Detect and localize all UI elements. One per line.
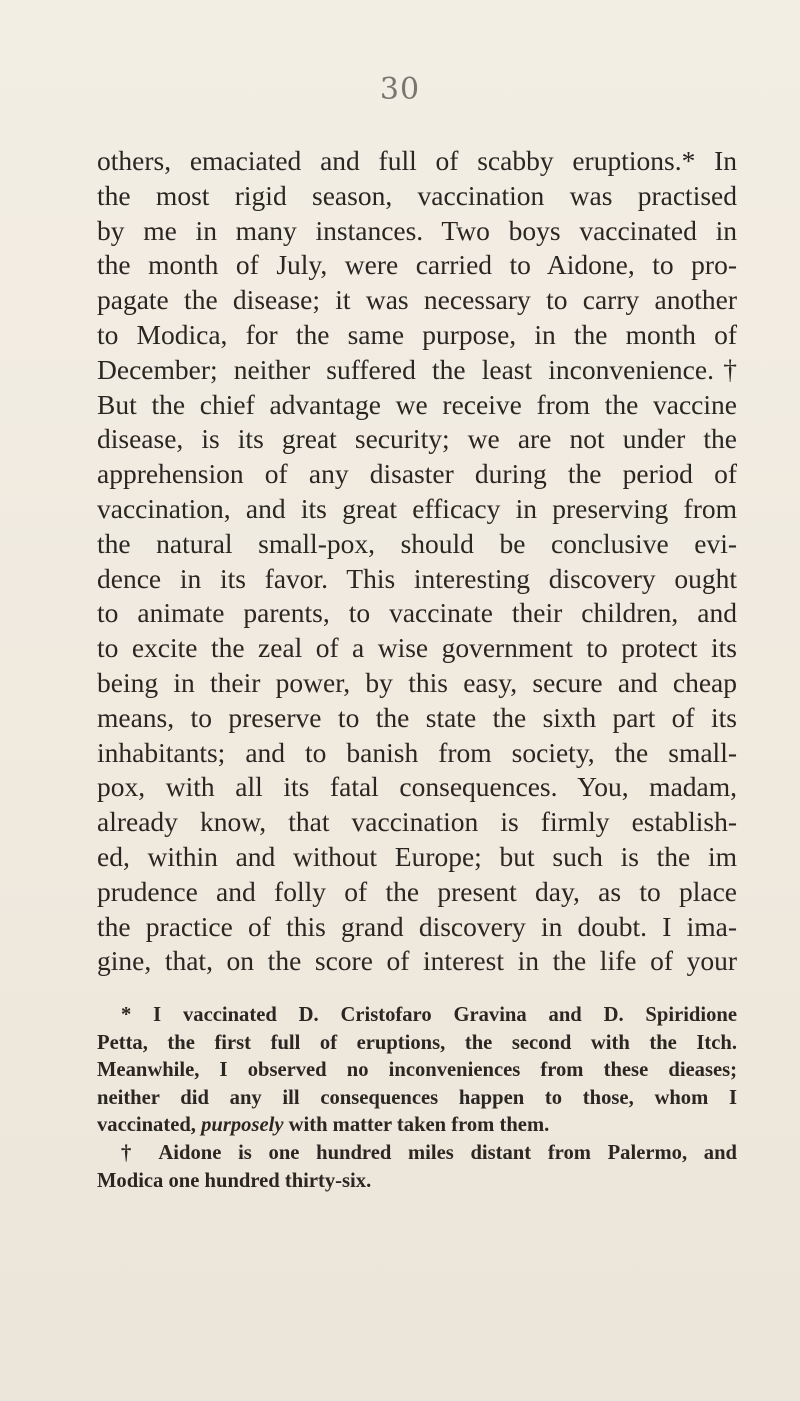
footnote-line: Modica one hundred thirty-six.: [97, 1169, 372, 1192]
text-line: to excite the zeal of a wise government to protect its: [97, 632, 737, 664]
footnote-line: Meanwhile, I observed no inconveniences from these dieases;: [97, 1059, 737, 1082]
footnote-line: † Aidone is one hundred miles distant from Palermo, and: [121, 1141, 737, 1164]
footnote-italic-word: purposely: [201, 1114, 284, 1137]
footnotes: [97, 1002, 737, 1195]
footnote-first: [97, 1002, 737, 1140]
text-line: dence in its favor. This interesting discovery ought: [97, 562, 737, 594]
text-line: December; neither suffered the least inconvenience.†: [97, 353, 737, 385]
text-line: the practice of this grand discovery in doubt. I ima-: [97, 910, 737, 942]
text-line: others, emaciated and full of scabby eruptions.* In: [97, 145, 737, 176]
text-line: inhabitants; and to banish from society, the small-: [97, 736, 737, 768]
text-line: But the chief advantage we receive from the vaccine: [97, 388, 737, 420]
text-line: by me in many instances. Two boys vaccinated in: [97, 214, 737, 246]
text-line: the most rigid season, vaccination was practised: [97, 179, 737, 211]
footnote-line: * I vaccinated D. Cristofaro Gravina and D. Spiridione: [121, 1004, 737, 1026]
text-line: to Modica, for the same purpose, in the month of: [97, 318, 737, 350]
footnote-text: with matter taken from them.: [283, 1114, 550, 1137]
text-line: means, to preserve to the state the sixth part of its: [97, 701, 737, 733]
footnote-line: neither did any ill consequences happen to those, whom I: [97, 1086, 737, 1109]
footnote-text: vaccinated,: [97, 1114, 202, 1137]
text-line: prudence and folly of the present day, as to place: [97, 875, 737, 907]
text-line: apprehension of any disaster during the period of: [97, 458, 737, 490]
text-line: disease, is its great security; we are not under the: [97, 423, 737, 455]
text-line: being in their power, by this easy, secure and cheap: [97, 666, 737, 698]
text-line: already know, that vaccination is firmly establish-: [97, 806, 737, 838]
text-line: vaccination, and its great efficacy in preserving from: [97, 492, 737, 524]
text-line: the month of July, were carried to Aidone, to pro-: [97, 249, 737, 281]
footnote-line: [97, 1112, 737, 1140]
page-number: 30: [379, 72, 421, 107]
text-line: the natural small-pox, should be conclusive evi-: [97, 527, 737, 559]
text-line: gine, that, on the score of interest in the life of your: [97, 945, 737, 977]
text-line: pox, with all its fatal consequences. You, madam,: [97, 771, 737, 803]
text-line: pagate the disease; it was necessary to carry another: [97, 284, 737, 316]
text-line: to animate parents, to vaccinate their children, and: [97, 597, 737, 629]
text-line: ed, within and without Europe; but such is the im: [97, 840, 737, 872]
footnote-line: Petta, the first full of eruptions, the second with the Itch.: [97, 1031, 737, 1054]
footnote-second: [97, 1140, 737, 1195]
main-text: [97, 144, 737, 979]
